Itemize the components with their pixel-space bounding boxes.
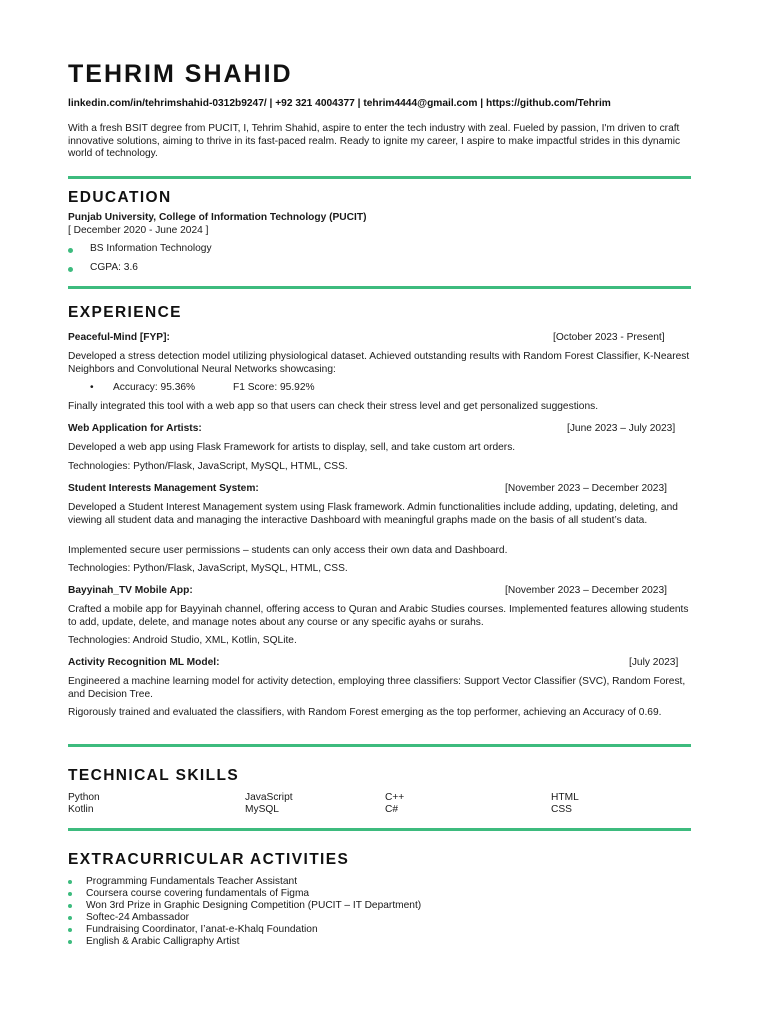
- skill-item: HTML: [551, 792, 579, 803]
- contact-line: linkedin.com/in/tehrimshahid-0312b9247/ | +92 321 4004377 | tehrim4444@gmail.com | https://github.com/Tehrim: [68, 98, 611, 109]
- summary-text: With a fresh BSIT degree from PUCIT, I, Tehrim Shahid, aspire to enter the tech industry with zeal. Fueled by passion, I'm driven to craft innovative solutions, aiming to thrive in its fast-paced realm. Ready to ignite my career, I aspire to make impactful strides in this dynamic world of technology.: [68, 123, 681, 159]
- section-divider: [68, 286, 691, 289]
- education-school: Punjab University, College of Information Technology (PUCIT): [68, 212, 367, 223]
- project-title-web-app-artists: Web Application for Artists:: [68, 423, 202, 434]
- experience-heading: EXPERIENCE: [68, 304, 182, 321]
- project-extra-peaceful-mind: Finally integrated this tool with a web app so that users can check their stress level and get personalized suggestions.: [68, 401, 599, 412]
- project-desc-peaceful-mind: Developed a stress detection model utilizing physiological dataset. Achieved outstanding results with Random Forest Classifier, K-Nearest Neighbors and Convolutional Neural Networks showcasing:: [68, 351, 690, 375]
- project-title-student-interests: Student Interests Management System:: [68, 483, 259, 494]
- project-extra-student-interests: Implemented secure user permissions – students can only access their own data and Dashboard.: [68, 545, 508, 556]
- project-date-bayyinah-tv: [November 2023 – December 2023]: [505, 585, 667, 596]
- activity-item: Softec-24 Ambassador: [86, 912, 190, 923]
- project-desc-student-interests: Developed a Student Interest Management system using Flask framework. Admin functionalities include adding, updating, deleting, and viewing all student data and managing the interactive Dashboard with meaningful graphs made on the basis of all student’s data.: [68, 502, 678, 526]
- section-divider: [68, 828, 691, 831]
- project-desc-web-app-artists: Developed a web app using Flask Framework for artists to display, sell, and take custom art orders.: [68, 442, 516, 453]
- bullet-icon: [68, 928, 72, 932]
- activity-item: Fundraising Coordinator, I’anat-e-Khalq Foundation: [86, 924, 318, 935]
- bullet-icon: [68, 916, 72, 920]
- skills-heading: TECHNICAL SKILLS: [68, 767, 240, 784]
- metric-accuracy: Accuracy: 95.36%: [113, 382, 196, 393]
- project-tech-student-interests: Technologies: Python/Flask, JavaScript, MySQL, HTML, CSS.: [68, 563, 348, 574]
- bullet-icon: [68, 880, 72, 884]
- bullet-icon: •: [90, 382, 94, 393]
- project-desc-activity-recognition: Engineered a machine learning model for activity detection, employing three classifiers: Support Vector Classifier (SVC), Random Forest, and Decision Tree.: [68, 676, 686, 700]
- activity-item: Programming Fundamentals Teacher Assistant: [86, 876, 298, 887]
- project-extra-activity-recognition: Rigorously trained and evaluated the classifiers, with Random Forest emerging as the top performer, achieving an Accuracy of 0.69.: [68, 707, 662, 718]
- skill-item: CSS: [551, 804, 572, 815]
- skill-item: Python: [68, 792, 100, 803]
- activity-item: Won 3rd Prize in Graphic Designing Competition (PUCIT – IT Department): [86, 900, 422, 911]
- activity-item: English & Arabic Calligraphy Artist: [86, 936, 240, 947]
- project-tech-web-app-artists: Technologies: Python/Flask, JavaScript, MySQL, HTML, CSS.: [68, 461, 348, 472]
- project-date-activity-recognition: [July 2023]: [629, 657, 679, 668]
- project-title-activity-recognition: Activity Recognition ML Model:: [68, 657, 220, 668]
- project-date-student-interests: [November 2023 – December 2023]: [505, 483, 667, 494]
- section-divider: [68, 176, 691, 179]
- project-tech-bayyinah-tv: Technologies: Android Studio, XML, Kotlin, SQLite.: [68, 635, 297, 646]
- skill-item: C++: [385, 792, 405, 803]
- project-title-peaceful-mind: Peaceful-Mind [FYP]:: [68, 332, 170, 343]
- education-item-cgpa: CGPA: 3.6: [90, 262, 138, 273]
- skill-item: JavaScript: [245, 792, 293, 803]
- project-desc-bayyinah-tv: Crafted a mobile app for Bayyinah channel, offering access to Quran and Arabic Studies courses. Implemented features allowing students to add, update, delete, and manage notes about any course or any specific ayahs or surahs.: [68, 604, 689, 628]
- metric-f1-score: F1 Score: 95.92%: [233, 382, 315, 393]
- education-item-degree: BS Information Technology: [90, 243, 212, 254]
- bullet-icon: [68, 940, 72, 944]
- bullet-icon: [68, 267, 73, 272]
- bullet-icon: [68, 904, 72, 908]
- section-divider: [68, 744, 691, 747]
- activity-item: Coursera course covering fundamentals of Figma: [86, 888, 310, 899]
- project-title-bayyinah-tv: Bayyinah_TV Mobile App:: [68, 585, 193, 596]
- project-date-web-app-artists: [June 2023 – July 2023]: [567, 423, 676, 434]
- project-date-peaceful-mind: [October 2023 - Present]: [553, 332, 665, 343]
- education-dates: [ December 2020 - June 2024 ]: [68, 225, 209, 236]
- bullet-icon: [68, 248, 73, 253]
- education-heading: EDUCATION: [68, 189, 172, 206]
- skill-item: MySQL: [245, 804, 279, 815]
- activities-heading: EXTRACURRICULAR ACTIVITIES: [68, 851, 350, 868]
- candidate-name: TEHRIM SHAHID: [68, 60, 293, 88]
- skill-item: Kotlin: [68, 804, 94, 815]
- bullet-icon: [68, 892, 72, 896]
- skill-item: C#: [385, 804, 399, 815]
